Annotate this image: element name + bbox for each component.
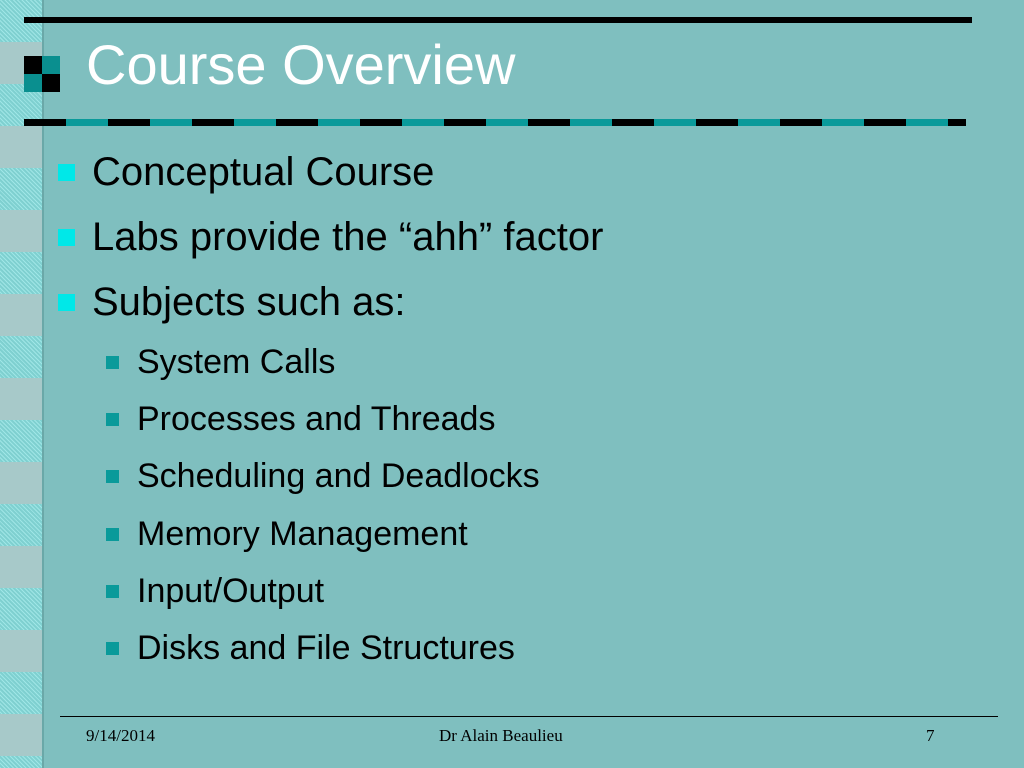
title-underline (24, 119, 966, 126)
square-bullet-icon (58, 164, 75, 181)
sub-bullet-text: Input/Output (137, 571, 325, 610)
checker-square-icon (24, 56, 60, 92)
bullet-text: Labs provide the “ahh” factor (92, 214, 604, 259)
slide-title: Course Overview (86, 33, 516, 96)
strip-edge (42, 0, 44, 768)
top-rule (24, 17, 972, 23)
bullet-text: Conceptual Course (92, 149, 435, 194)
square-bullet-icon (106, 642, 119, 655)
footer-rule (60, 716, 998, 717)
bullet-text: Subjects such as: (92, 279, 406, 324)
footer-author: Dr Alain Beaulieu (439, 726, 563, 745)
bullet-item (58, 147, 434, 197)
square-bullet-icon (58, 294, 75, 311)
sub-bullet-text: Scheduling and Deadlocks (137, 456, 540, 495)
sub-bullet-item (106, 454, 540, 498)
footer-page-number: 7 (926, 726, 935, 745)
sub-bullet-item (106, 340, 335, 384)
square-bullet-icon (106, 356, 119, 369)
bullet-item (58, 212, 603, 262)
square-bullet-icon (106, 470, 119, 483)
square-bullet-icon (106, 585, 119, 598)
footer-date: 9/14/2014 (86, 726, 155, 745)
sub-bullet-text: Disks and File Structures (137, 628, 515, 667)
bullet-item (58, 277, 406, 327)
square-bullet-icon (106, 413, 119, 426)
square-bullet-icon (58, 229, 75, 246)
sub-bullet-item (106, 626, 515, 670)
sub-bullet-item (106, 397, 495, 441)
left-decorative-strip (0, 0, 44, 768)
sub-bullet-item (106, 512, 468, 556)
sub-bullet-text: System Calls (137, 342, 336, 381)
sub-bullet-text: Processes and Threads (137, 399, 496, 438)
sub-bullet-item (106, 569, 324, 613)
square-bullet-icon (106, 528, 119, 541)
sub-bullet-text: Memory Management (137, 514, 468, 553)
